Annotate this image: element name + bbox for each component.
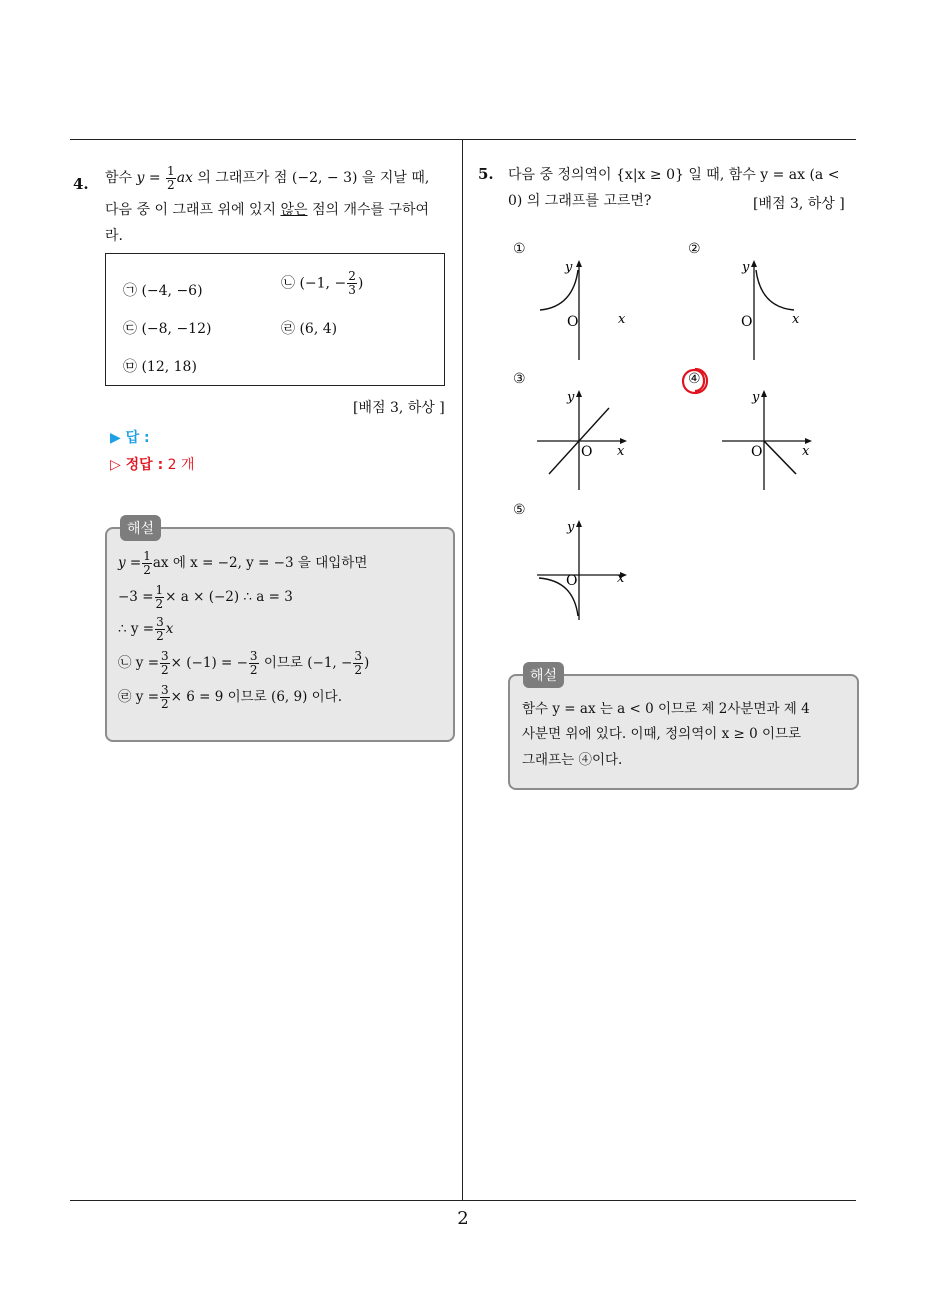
q4-correct-answer: ▷ 정답 : 2 개 xyxy=(110,457,195,473)
q5-sol-line3: 그래프는 ④이다. xyxy=(522,752,623,768)
axis-y-label: y xyxy=(742,260,750,275)
q4-solution-tag: 해설 xyxy=(120,515,161,541)
q5-solution-tag: 해설 xyxy=(523,662,564,688)
axis-x-label: x xyxy=(617,571,625,586)
q4-sol-line4: ㉡ y = $\frac{3}{2}$ × (−1) = − $\frac{3}{2}$ 이므로 (−1, − $\frac{3}{2}$ ) xyxy=(118,649,370,677)
origin-label: O xyxy=(566,573,578,589)
q5-option-5-label: ⑤ xyxy=(513,502,526,518)
choice-3: ㉢ (−8, −12) xyxy=(123,321,212,337)
axis-y-label: y xyxy=(565,260,573,275)
q5-graph-1 xyxy=(535,258,635,363)
q4-line3: 라. xyxy=(105,228,123,244)
q5-option-2-label: ② xyxy=(688,241,701,257)
q4-sol-line3: ∴ y = $\frac{3}{2}$ x xyxy=(118,615,174,643)
q5-graph-5 xyxy=(535,518,635,623)
axis-x-label: x xyxy=(617,444,625,459)
q5-sol-line1: 함수 y = ax 는 a < 0 이므로 제 2사분면과 제 4 xyxy=(522,701,810,717)
choice-1: ㉠ (−4, −6) xyxy=(123,283,203,299)
column-divider xyxy=(462,139,463,1201)
q4-choices-box xyxy=(105,253,445,386)
q4-sol-line2: −3 = $\frac{1}{2}$ × a × (−2) ∴ a = 3 xyxy=(118,583,293,611)
q5-graph-4 xyxy=(720,388,820,493)
q5-option-4-label: ④ xyxy=(688,371,701,387)
q4-number: 4. xyxy=(73,175,89,193)
q4-line1: 함수 y = $\frac{1}{2}$ ax 의 그래프가 점 (−2, − 3) 을 지날 때, xyxy=(105,163,430,192)
origin-label: O xyxy=(751,444,763,460)
choice-2: ㉡ (−1, − $\frac{2}{3}$ ) xyxy=(281,269,364,297)
q4-sol-line5: ㉣ y = $\frac{3}{2}$ × 6 = 9 이므로 (6, 9) 이다. xyxy=(118,683,343,711)
page-number: 2 xyxy=(457,1208,469,1229)
axis-x-label: x xyxy=(802,444,810,459)
origin-label: O xyxy=(567,314,579,330)
axis-y-label: y xyxy=(567,390,575,405)
axis-x-label: x xyxy=(618,312,626,327)
q4-sol-line1: y = $\frac{1}{2}$ ax 에 x = −2, y = −3 을 대입하면 xyxy=(118,549,368,577)
top-rule xyxy=(70,139,856,140)
q5-graph-2 xyxy=(710,258,810,363)
axis-y-label: y xyxy=(752,390,760,405)
bottom-rule xyxy=(70,1200,856,1201)
q5-option-1-label: ① xyxy=(513,241,526,257)
q5-score: [배점 3, 하상 ] xyxy=(753,196,845,212)
q4-line2: 다음 중 이 그래프 위에 있지 않은 점의 개수를 구하여 xyxy=(105,202,430,218)
origin-label: O xyxy=(581,444,593,460)
q5-graph-3 xyxy=(535,388,635,493)
answer-mark-circle xyxy=(680,366,710,396)
q5-option-3-label: ③ xyxy=(513,371,526,387)
q4-answer-label: ▶ 답 : xyxy=(110,430,150,446)
origin-label: O xyxy=(741,314,753,330)
q5-sol-line2: 사분면 위에 있다. 이때, 정의역이 x ≥ 0 이므로 xyxy=(522,726,802,742)
choice-5: ㉤ (12, 18) xyxy=(123,359,197,375)
choice-4: ㉣ (6, 4) xyxy=(281,321,338,337)
q5-line2: 0) 의 그래프를 고르면? xyxy=(508,193,652,209)
q4-score: [배점 3, 하상 ] xyxy=(353,400,445,416)
axis-y-label: y xyxy=(567,520,575,535)
q5-number: 5. xyxy=(478,165,494,183)
q5-line1: 다음 중 정의역이 {x|x ≥ 0} 일 때, 함수 y = ax (a < xyxy=(508,167,840,183)
axis-x-label: x xyxy=(792,312,800,327)
